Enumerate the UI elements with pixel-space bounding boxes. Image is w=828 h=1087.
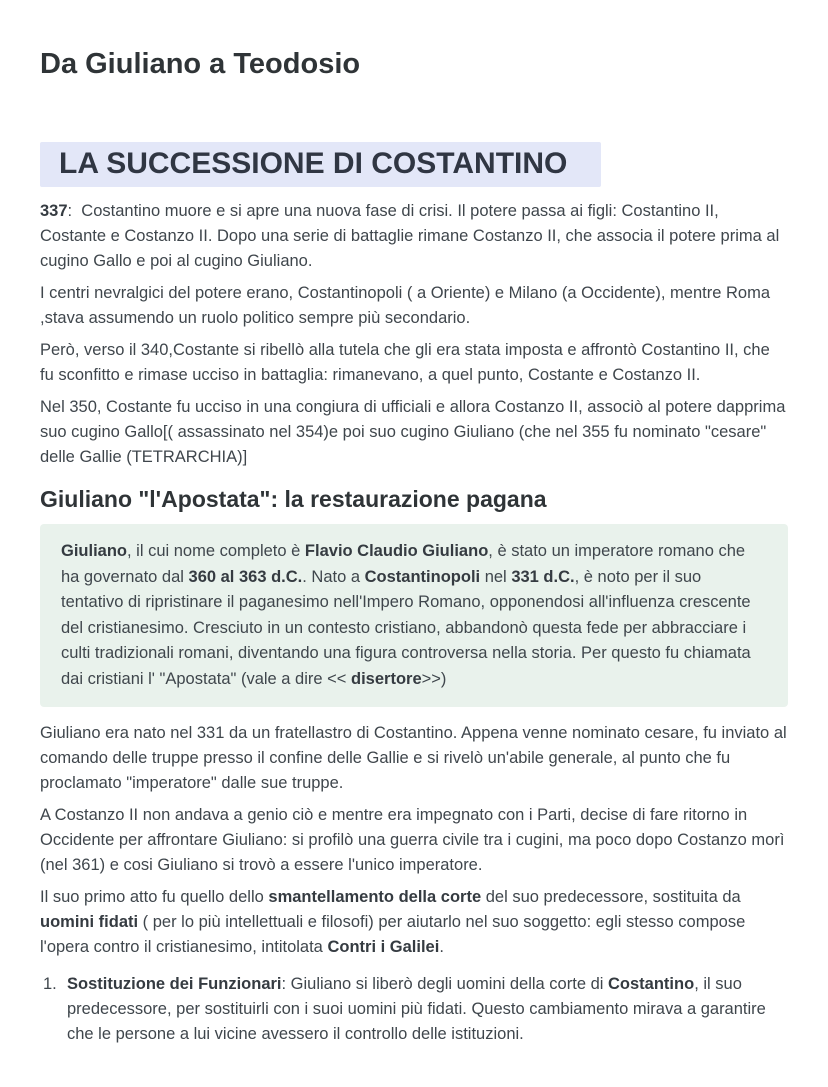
callout-text: Giuliano, il cui nome completo è Flavio Claudio Giuliano, è stato un imperatore romano che ha governato dal 360 al 363 d.C.. Nato a Costantinopoli nel 331 d.C., è noto per il suo tentativo di ripristinare il paganesimo nell'Impero Romano, opponendosi all'influenza crescente del cristianesimo. Cresciuto in un contesto cristiano, abbandonò questa fede per abbracciare i culti tradizionali romani, diventando una figura controversa nella storia. Per questo fu chiamata dai cristiani l' "Apostata" (vale a dire << disertore>>) xyxy=(61,542,756,688)
subsection-heading-giuliano-apostata: Giuliano "l'Apostata": la restaurazione pagana xyxy=(40,486,547,512)
numbered-list xyxy=(40,972,788,1047)
section-heading-row xyxy=(40,142,788,187)
callout-giuliano-bio xyxy=(40,524,788,707)
paragraph-costanzo-civil-war: A Costanzo II non andava a genio ciò e mentre era impegnato con i Parti, decise di fare ritorno in Occidente per affrontare Giuliano: si profilò una guerra civile tra i cugini, ma poco dopo Costanzo morì (nel 361) e cosi Giuliano si trovò a essere l'unico imperatore. xyxy=(40,806,790,874)
paragraph-first-act-court: Il suo primo atto fu quello dello smantellamento della corte del suo predecessore, sostituita da uomini fidati ( per lo più intellettuali e filosofi) per aiutarlo nel suo soggetto: egli stesso compose l'opera contro il cristianesimo, intitolata Contri i Galilei. xyxy=(40,888,750,956)
list-item-number: 1. xyxy=(43,975,57,993)
list-item xyxy=(40,972,788,1047)
paragraph-power-centers: I centri nevralgici del potere erano, Costantinopoli ( a Oriente) e Milano (a Occidente), mentre Roma ,stava assumendo un ruolo politico sempre più secondario. xyxy=(40,284,775,327)
list-item-text: Sostituzione dei Funzionari: Giuliano si liberò degli uomini della corte di Costantino, il suo predecessore, per sostituirli con i suoi uomini più fidati. Questo cambiamento mirava a garantire che le persone a lui vicine avessero il controllo delle istituzioni. xyxy=(67,975,771,1043)
paragraph-340-rebellion: Però, verso il 340,Costante si ribellò alla tutela che gli era stata imposta e affrontò Costantino II, che fu sconfitto e rimase ucciso in battaglia: rimanevano, a quel punto, Costante e Costanzo II. xyxy=(40,341,775,384)
paragraph-giuliano-cesare: Giuliano era nato nel 331 da un fratellastro di Costantino. Appena venne nominato cesare, fu inviato al comando delle truppe presso il confine delle Gallie e si rivelò un'abile generale, al punto che fu proclamato "imperatore" dalle sue truppe. xyxy=(40,724,792,792)
section-heading-highlighted: LA SUCCESSIONE DI COSTANTINO xyxy=(40,142,601,187)
paragraph-350-conspiracy: Nel 350, Costante fu ucciso in una congiura di ufficiali e allora Costanzo II, associò al potere dapprima suo cugino Gallo[( assassinato nel 354)e poi suo cugino Giuliano (che nel 355 fu nominato "cesare" delle Gallie (TETRARCHIA)] xyxy=(40,398,790,466)
page-title: Da Giuliano a Teodosio xyxy=(40,48,361,80)
paragraph-337-crisis: 337: Costantino muore e si apre una nuova fase di crisi. Il potere passa ai figli: Costantino II, Costante e Costanzo II. Dopo una serie di battaglie rimane Costanzo II, che associa il potere prima al cugino Gallo e poi al cugino Giuliano. xyxy=(40,202,784,270)
